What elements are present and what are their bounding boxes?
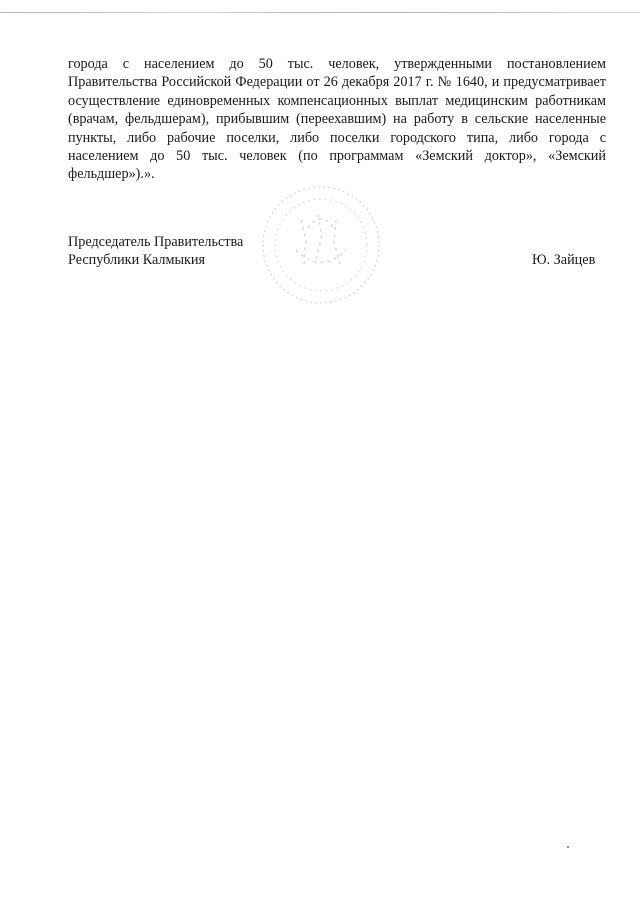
official-seal-icon — [246, 180, 396, 310]
body-paragraph: города с населением до 50 тыс. человек, утвержденными постановлением Правительства Российской Федерации от 26 декабря 2017 г. № 1640, и предусматривает осуществление единовременных компенсационных выплат медицинским работникам (врачам, фельдшерам), прибывшим (переехавшим) на работу в сельские населенные пункты, либо рабочие поселки, либо поселки городского типа, либо города с населением до 50 тыс. человек (по программам «Земский доктор», «Земский фельдшер»).». — [68, 56, 606, 183]
signatory-name: Ю. Зайцев — [532, 252, 596, 268]
position-line-2: Республики Калмыкия — [68, 252, 206, 269]
scan-top-edge — [0, 12, 640, 13]
scan-speck — [567, 846, 569, 848]
signatory-position — [68, 233, 243, 270]
position-line-1: Председатель Правительства — [68, 234, 244, 250]
document-body — [68, 55, 606, 184]
